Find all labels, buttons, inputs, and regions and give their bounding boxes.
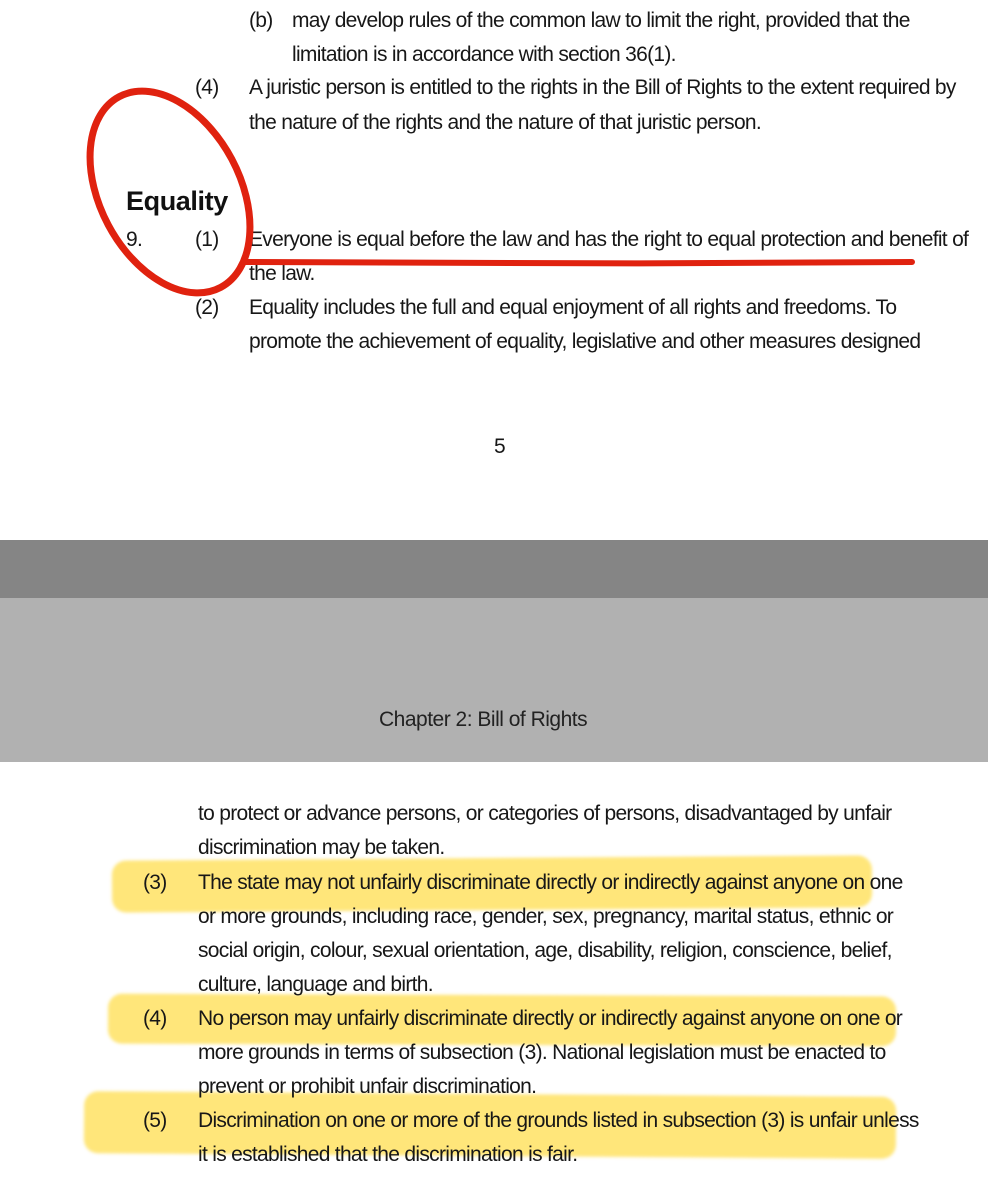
item-5-text-line1: Discrimination on one or more of the grounds listed in subsection (3) is unfair unless: [198, 1109, 919, 1132]
item-3-text-line4: culture, language and birth.: [198, 973, 433, 996]
page-number: 5: [494, 435, 505, 458]
item-3-text-line3: social origin, colour, sexual orientation, age, disability, religion, conscience, belief,: [198, 939, 892, 962]
item-3-marker: (3): [143, 871, 167, 894]
item-4-text-line1: A juristic person is entitled to the rights in the Bill of Rights to the extent required by: [249, 76, 956, 99]
item-4b-text-line3: prevent or prohibit unfair discrimination.: [198, 1075, 537, 1098]
item-b-marker: (b): [249, 9, 273, 32]
item-5-marker: (5): [143, 1109, 167, 1132]
page-gap: [0, 540, 988, 598]
item-1-text-line2: the law.: [249, 262, 315, 285]
item-4b-text-line2: more grounds in terms of subsection (3). National legislation must be enacted to: [198, 1041, 886, 1064]
item-b-text-line2: limitation is in accordance with section 36(1).: [292, 43, 676, 66]
item-1-marker: (1): [195, 228, 219, 251]
item-4-marker: (4): [195, 76, 219, 99]
running-header: Chapter 2: Bill of Rights: [379, 708, 588, 731]
item-4b-text-line1: No person may unfairly discriminate directly or indirectly against anyone on one or: [198, 1007, 903, 1030]
item-1-text-line1: Everyone is equal before the law and has the right to equal protection and benefit of: [249, 228, 969, 251]
section-number: 9.: [126, 228, 143, 251]
item-2-text-line1: Equality includes the full and equal enjoyment of all rights and freedoms. To: [249, 296, 897, 319]
item-4-text-line2: the nature of the rights and the nature of that juristic person.: [249, 111, 762, 134]
page-header-band: [0, 598, 988, 762]
continuation-line2: discrimination may be taken.: [198, 836, 445, 859]
item-5-text-line2: it is established that the discrimination is fair.: [198, 1143, 578, 1166]
section-heading-equality: Equality: [126, 186, 228, 216]
item-2-marker: (2): [195, 296, 219, 319]
item-3-text-line1: The state may not unfairly discriminate directly or indirectly against anyone on one: [198, 871, 903, 894]
item-4b-marker: (4): [143, 1007, 167, 1030]
item-2-text-line2: promote the achievement of equality, legislative and other measures designed: [249, 330, 921, 353]
item-b-text-line1: may develop rules of the common law to limit the right, provided that the: [292, 9, 910, 32]
continuation-line1: to protect or advance persons, or categories of persons, disadvantaged by unfair: [198, 802, 892, 825]
item-3-text-line2: or more grounds, including race, gender, sex, pregnancy, marital status, ethnic or: [198, 905, 894, 928]
